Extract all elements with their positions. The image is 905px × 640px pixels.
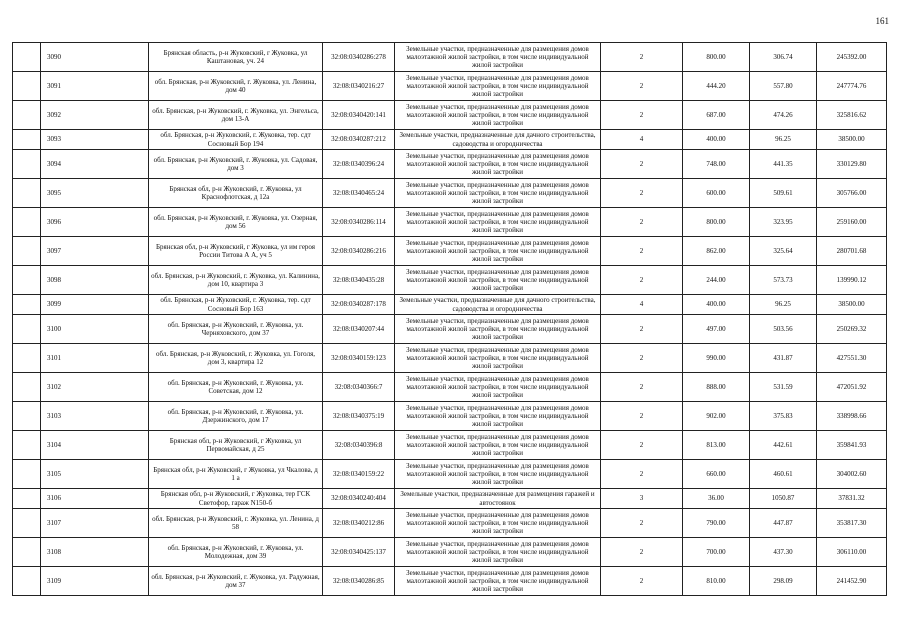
address-cell: обл. Брянская, р-н Жуковский, г. Жуковка, ул. Молодежная, дом 39 [149, 538, 323, 567]
page-number: 161 [875, 16, 889, 26]
cadastral-value-cell: 304002.60 [817, 460, 887, 489]
row-number-cell: 3097 [41, 237, 149, 266]
land-use-cell: Земельные участки, предназначенные для дачного строительства, садоводства и огородничества [395, 295, 601, 315]
cadastral-value-cell: 139990.12 [817, 266, 887, 295]
specific-value-cell: 437.30 [750, 538, 817, 567]
row-spacer-cell [13, 295, 41, 315]
land-use-cell: Земельные участки, предназначенные для размещения домов малоэтажной жилой застройки, в том числе индивидуальной жилой застройки [395, 237, 601, 266]
cadastral-number-cell: 32:08:0340435:28 [323, 266, 395, 295]
table-body [13, 43, 887, 596]
area-cell: 444.20 [683, 72, 750, 101]
row-number-cell: 3096 [41, 208, 149, 237]
address-cell: обл. Брянская, р-н Жуковский, г. Жуковка, тер. сдт Сосновый Бор 194 [149, 130, 323, 150]
group-cell: 2 [601, 567, 683, 596]
specific-value-cell: 431.87 [750, 344, 817, 373]
address-cell: Брянская обл, р-н Жуковский, г Жуковка, ул им героя России Титова А А, уч 5 [149, 237, 323, 266]
table-row [13, 72, 887, 101]
group-cell: 2 [601, 150, 683, 179]
row-spacer-cell [13, 43, 41, 72]
row-number-cell: 3107 [41, 509, 149, 538]
row-number-cell: 3100 [41, 315, 149, 344]
cadastral-number-cell: 32:08:0340207:44 [323, 315, 395, 344]
address-cell: обл. Брянская, р-н Жуковский, г. Жуковка, ул. Садовая, дом 3 [149, 150, 323, 179]
specific-value-cell: 474.26 [750, 101, 817, 130]
cadastral-number-cell: 32:08:0340287:212 [323, 130, 395, 150]
group-cell: 2 [601, 460, 683, 489]
table-row [13, 538, 887, 567]
cadastral-number-cell: 32:08:0340212:86 [323, 509, 395, 538]
address-cell: обл. Брянская, р-н Жуковский, г. Жуковка, ул. Советская, дом 12 [149, 373, 323, 402]
specific-value-cell: 306.74 [750, 43, 817, 72]
row-number-cell: 3103 [41, 402, 149, 431]
row-number-cell: 3094 [41, 150, 149, 179]
group-cell: 2 [601, 179, 683, 208]
row-number-cell: 3099 [41, 295, 149, 315]
specific-value-cell: 375.83 [750, 402, 817, 431]
row-spacer-cell [13, 373, 41, 402]
cadastral-value-cell: 280701.68 [817, 237, 887, 266]
row-number-cell: 3104 [41, 431, 149, 460]
cadastral-number-cell: 32:08:0340375:19 [323, 402, 395, 431]
group-cell: 2 [601, 208, 683, 237]
row-spacer-cell [13, 402, 41, 431]
specific-value-cell: 325.64 [750, 237, 817, 266]
area-cell: 800.00 [683, 43, 750, 72]
land-use-cell: Земельные участки, предназначенные для размещения домов малоэтажной жилой застройки, в том числе индивидуальной жилой застройки [395, 266, 601, 295]
table-row [13, 295, 887, 315]
land-use-cell: Земельные участки, предназначенные для размещения домов малоэтажной жилой застройки, в том числе индивидуальной жилой застройки [395, 344, 601, 373]
cadastral-value-cell: 241452.90 [817, 567, 887, 596]
land-use-cell: Земельные участки, предназначенные для размещения домов малоэтажной жилой застройки, в том числе индивидуальной жилой застройки [395, 315, 601, 344]
group-cell: 4 [601, 295, 683, 315]
land-use-cell: Земельные участки, предназначенные для размещения домов малоэтажной жилой застройки, в том числе индивидуальной жилой застройки [395, 567, 601, 596]
group-cell: 2 [601, 237, 683, 266]
cadastral-value-cell: 250269.32 [817, 315, 887, 344]
cadastral-value-cell: 325816.62 [817, 101, 887, 130]
specific-value-cell: 323.95 [750, 208, 817, 237]
cadastral-number-cell: 32:08:0340287:178 [323, 295, 395, 315]
address-cell: Брянская область, р-н Жуковский, г Жуковка, ул Каштановая, уч. 24 [149, 43, 323, 72]
area-cell: 700.00 [683, 538, 750, 567]
land-use-cell: Земельные участки, предназначенные для размещения домов малоэтажной жилой застройки, в том числе индивидуальной жилой застройки [395, 460, 601, 489]
land-use-cell: Земельные участки, предназначенные для размещения домов малоэтажной жилой застройки, в том числе индивидуальной жилой застройки [395, 373, 601, 402]
address-cell: Брянская обл, р-н Жуковский, г Жуковка, тер ГСК Светофор, гараж N150-б [149, 489, 323, 509]
row-spacer-cell [13, 567, 41, 596]
land-use-cell: Земельные участки, предназначенные для размещения домов малоэтажной жилой застройки, в том числе индивидуальной жилой застройки [395, 101, 601, 130]
cadastral-value-cell: 245392.00 [817, 43, 887, 72]
row-number-cell: 3091 [41, 72, 149, 101]
area-cell: 36.00 [683, 489, 750, 509]
table-row [13, 43, 887, 72]
group-cell: 2 [601, 266, 683, 295]
cadastral-value-cell: 353817.30 [817, 509, 887, 538]
area-cell: 660.00 [683, 460, 750, 489]
row-spacer-cell [13, 179, 41, 208]
table-row [13, 489, 887, 509]
land-use-cell: Земельные участки, предназначенные для размещения домов малоэтажной жилой застройки, в том числе индивидуальной жилой застройки [395, 509, 601, 538]
cadastral-number-cell: 32:08:0340286:85 [323, 567, 395, 596]
address-cell: Брянская обл, р-н Жуковский, г Жуковка, ул Первомайская, д 25 [149, 431, 323, 460]
table-row [13, 150, 887, 179]
table-row [13, 208, 887, 237]
table-row [13, 101, 887, 130]
address-cell: обл. Брянская, р-н Жуковский, г. Жуковка, ул. Озерная, дом 56 [149, 208, 323, 237]
row-number-cell: 3105 [41, 460, 149, 489]
address-cell: Брянская обл, р-н Жуковский, г. Жуковка, ул Краснофлотская, д 12а [149, 179, 323, 208]
address-cell: обл. Брянская, р-н Жуковский, г. Жуковка, тер. сдт Сосновый Бор 163 [149, 295, 323, 315]
cadastral-value-cell: 306110.00 [817, 538, 887, 567]
cadastral-number-cell: 32:08:0340366:7 [323, 373, 395, 402]
cadastral-value-cell: 427551.30 [817, 344, 887, 373]
row-spacer-cell [13, 130, 41, 150]
group-cell: 3 [601, 489, 683, 509]
specific-value-cell: 509.61 [750, 179, 817, 208]
table-row [13, 266, 887, 295]
address-cell: обл. Брянская, р-н Жуковский, г. Жуковка, ул. Гоголя, дом 3, квартира 12 [149, 344, 323, 373]
cadastral-number-cell: 32:08:0340396:8 [323, 431, 395, 460]
cadastral-value-cell: 38500.00 [817, 295, 887, 315]
cadastral-value-cell: 259160.00 [817, 208, 887, 237]
row-number-cell: 3092 [41, 101, 149, 130]
land-use-cell: Земельные участки, предназначенные для размещения домов малоэтажной жилой застройки, в том числе индивидуальной жилой застройки [395, 179, 601, 208]
address-cell: обл. Брянская, р-н Жуковский, г. Жуковка, ул. Черняховского, дом 37 [149, 315, 323, 344]
land-use-cell: Земельные участки, предназначенные для размещения домов малоэтажной жилой застройки, в том числе индивидуальной жилой застройки [395, 150, 601, 179]
land-use-cell: Земельные участки, предназначенные для размещения домов малоэтажной жилой застройки, в том числе индивидуальной жилой застройки [395, 402, 601, 431]
address-cell: обл. Брянская, р-н Жуковский, г. Жуковка, ул. Ленина, д 58 [149, 509, 323, 538]
cadastral-number-cell: 32:08:0340286:114 [323, 208, 395, 237]
row-number-cell: 3106 [41, 489, 149, 509]
specific-value-cell: 442.61 [750, 431, 817, 460]
table-row [13, 315, 887, 344]
cadastral-number-cell: 32:08:0340159:22 [323, 460, 395, 489]
area-cell: 800.00 [683, 208, 750, 237]
specific-value-cell: 96.25 [750, 130, 817, 150]
specific-value-cell: 96.25 [750, 295, 817, 315]
group-cell: 2 [601, 373, 683, 402]
area-cell: 862.00 [683, 237, 750, 266]
area-cell: 400.00 [683, 295, 750, 315]
land-use-cell: Земельные участки, предназначенные для размещения домов малоэтажной жилой застройки, в том числе индивидуальной жилой застройки [395, 208, 601, 237]
row-spacer-cell [13, 460, 41, 489]
cadastral-value-cell: 37831.32 [817, 489, 887, 509]
group-cell: 2 [601, 43, 683, 72]
land-use-cell: Земельные участки, предназначенные для размещения гаражей и автостоянок [395, 489, 601, 509]
area-cell: 748.00 [683, 150, 750, 179]
row-spacer-cell [13, 208, 41, 237]
row-spacer-cell [13, 266, 41, 295]
cadastral-value-cell: 338998.66 [817, 402, 887, 431]
cadastral-number-cell: 32:08:0340159:123 [323, 344, 395, 373]
specific-value-cell: 531.59 [750, 373, 817, 402]
row-spacer-cell [13, 509, 41, 538]
table-row [13, 509, 887, 538]
group-cell: 2 [601, 315, 683, 344]
land-valuation-table [12, 42, 887, 596]
table-row [13, 460, 887, 489]
table-row [13, 373, 887, 402]
specific-value-cell: 503.56 [750, 315, 817, 344]
cadastral-value-cell: 472051.92 [817, 373, 887, 402]
row-number-cell: 3102 [41, 373, 149, 402]
cadastral-number-cell: 32:08:0340425:137 [323, 538, 395, 567]
table-row [13, 179, 887, 208]
table-row [13, 344, 887, 373]
group-cell: 2 [601, 402, 683, 431]
row-spacer-cell [13, 489, 41, 509]
row-spacer-cell [13, 538, 41, 567]
cadastral-value-cell: 330129.80 [817, 150, 887, 179]
group-cell: 2 [601, 431, 683, 460]
address-cell: обл. Брянская, р-н Жуковский, г. Жуковка, ул. Дзержинского, дом 17 [149, 402, 323, 431]
table-row [13, 130, 887, 150]
cadastral-number-cell: 32:08:0340465:24 [323, 179, 395, 208]
area-cell: 400.00 [683, 130, 750, 150]
specific-value-cell: 460.61 [750, 460, 817, 489]
cadastral-number-cell: 32:08:0340420:141 [323, 101, 395, 130]
row-number-cell: 3090 [41, 43, 149, 72]
cadastral-number-cell: 32:08:0340396:24 [323, 150, 395, 179]
cadastral-value-cell: 247774.76 [817, 72, 887, 101]
group-cell: 4 [601, 130, 683, 150]
cadastral-value-cell: 359841.93 [817, 431, 887, 460]
cadastral-value-cell: 38500.00 [817, 130, 887, 150]
address-cell: обл. Брянская, р-н Жуковский, г. Жуковка, ул. Ленина, дом 40 [149, 72, 323, 101]
row-number-cell: 3108 [41, 538, 149, 567]
row-spacer-cell [13, 237, 41, 266]
specific-value-cell: 298.09 [750, 567, 817, 596]
row-number-cell: 3109 [41, 567, 149, 596]
land-use-cell: Земельные участки, предназначенные для размещения домов малоэтажной жилой застройки, в том числе индивидуальной жилой застройки [395, 538, 601, 567]
area-cell: 990.00 [683, 344, 750, 373]
cadastral-value-cell: 305766.00 [817, 179, 887, 208]
land-use-cell: Земельные участки, предназначенные для размещения домов малоэтажной жилой застройки, в том числе индивидуальной жилой застройки [395, 431, 601, 460]
area-cell: 902.00 [683, 402, 750, 431]
area-cell: 888.00 [683, 373, 750, 402]
group-cell: 2 [601, 72, 683, 101]
area-cell: 687.00 [683, 101, 750, 130]
group-cell: 2 [601, 538, 683, 567]
group-cell: 2 [601, 101, 683, 130]
row-number-cell: 3098 [41, 266, 149, 295]
address-cell: обл. Брянская, р-н Жуковский, г. Жуковка, ул. Калинина, дом 10, квартира 3 [149, 266, 323, 295]
table-row [13, 567, 887, 596]
specific-value-cell: 573.73 [750, 266, 817, 295]
land-use-cell: Земельные участки, предназначенные для размещения домов малоэтажной жилой застройки, в том числе индивидуальной жилой застройки [395, 72, 601, 101]
cadastral-number-cell: 32:08:0340216:27 [323, 72, 395, 101]
area-cell: 600.00 [683, 179, 750, 208]
row-spacer-cell [13, 101, 41, 130]
cadastral-number-cell: 32:08:0340286:216 [323, 237, 395, 266]
address-cell: обл. Брянская, р-н Жуковский, г. Жуковка, ул. Энгельса, дом 13-А [149, 101, 323, 130]
specific-value-cell: 1050.87 [750, 489, 817, 509]
specific-value-cell: 447.87 [750, 509, 817, 538]
table-row [13, 237, 887, 266]
row-spacer-cell [13, 150, 41, 179]
row-number-cell: 3101 [41, 344, 149, 373]
area-cell: 497.00 [683, 315, 750, 344]
area-cell: 244.00 [683, 266, 750, 295]
land-use-cell: Земельные участки, предназначенные для размещения домов малоэтажной жилой застройки, в том числе индивидуальной жилой застройки [395, 43, 601, 72]
group-cell: 2 [601, 509, 683, 538]
land-use-cell: Земельные участки, предназначенные для дачного строительства, садоводства и огородничества [395, 130, 601, 150]
specific-value-cell: 557.80 [750, 72, 817, 101]
row-number-cell: 3093 [41, 130, 149, 150]
row-spacer-cell [13, 431, 41, 460]
cadastral-number-cell: 32:08:0340240:404 [323, 489, 395, 509]
table-row [13, 431, 887, 460]
area-cell: 813.00 [683, 431, 750, 460]
address-cell: Брянская обл, р-н Жуковский, г Жуковка, ул Чкалова, д 1 а [149, 460, 323, 489]
row-spacer-cell [13, 315, 41, 344]
specific-value-cell: 441.35 [750, 150, 817, 179]
address-cell: обл. Брянская, р-н Жуковский, г. Жуковка, ул. Радужная, дом 37 [149, 567, 323, 596]
area-cell: 810.00 [683, 567, 750, 596]
row-spacer-cell [13, 344, 41, 373]
cadastral-number-cell: 32:08:0340286:278 [323, 43, 395, 72]
row-spacer-cell [13, 72, 41, 101]
table-row [13, 402, 887, 431]
row-number-cell: 3095 [41, 179, 149, 208]
group-cell: 2 [601, 344, 683, 373]
area-cell: 790.00 [683, 509, 750, 538]
